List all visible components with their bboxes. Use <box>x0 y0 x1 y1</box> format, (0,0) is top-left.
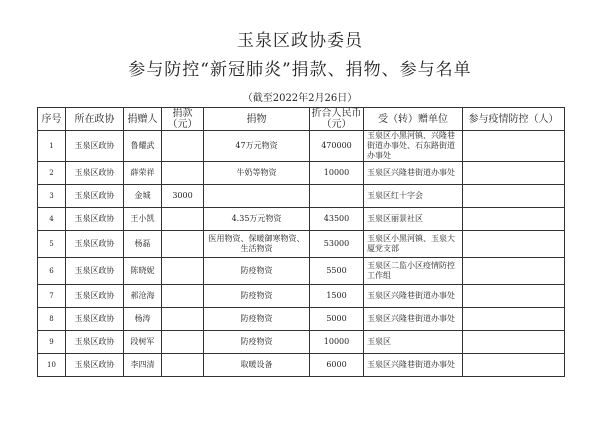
cell-participation <box>463 308 565 331</box>
cell-donor: 杨磊 <box>124 231 162 258</box>
cell-org: 玉泉区政协 <box>66 162 124 185</box>
cell-seq: 1 <box>38 131 66 162</box>
cell-participation <box>463 285 565 308</box>
cell-rmb: 1500 <box>310 285 364 308</box>
cell-goods: 防疫物资 <box>204 285 310 308</box>
table-row <box>38 208 565 231</box>
cell-seq: 4 <box>38 208 66 231</box>
cell-org: 玉泉区政协 <box>66 208 124 231</box>
cell-org: 玉泉区政协 <box>66 308 124 331</box>
cell-money <box>162 208 204 231</box>
cell-money <box>162 231 204 258</box>
cell-rmb: 10000 <box>310 162 364 185</box>
cell-participation <box>463 354 565 377</box>
header-seq: 序号 <box>38 108 66 131</box>
cell-donor: 薛荣祥 <box>124 162 162 185</box>
cell-donor: 金城 <box>124 185 162 208</box>
cell-seq: 6 <box>38 258 66 285</box>
cell-recipient: 玉泉区 <box>364 331 463 354</box>
cell-goods: 防疫物资 <box>204 258 310 285</box>
cell-seq: 2 <box>38 162 66 185</box>
cell-goods: 4.35万元物资 <box>204 208 310 231</box>
cell-goods: 防疫物资 <box>204 331 310 354</box>
cell-seq: 8 <box>38 308 66 331</box>
cell-money <box>162 258 204 285</box>
cell-money <box>162 354 204 377</box>
cell-rmb: 10000 <box>310 331 364 354</box>
cell-rmb: 53000 <box>310 231 364 258</box>
table-row <box>38 231 565 258</box>
cell-org: 玉泉区政协 <box>66 231 124 258</box>
cell-participation <box>463 185 565 208</box>
cell-money <box>162 331 204 354</box>
cell-money <box>162 131 204 162</box>
cell-recipient: 玉泉区小黑河镇、兴隆巷街道办事处、石东路街道办事处 <box>364 131 463 162</box>
table-row <box>38 185 565 208</box>
cell-participation <box>463 208 565 231</box>
cell-money <box>162 308 204 331</box>
cell-donor: 鲁耀武 <box>124 131 162 162</box>
cell-goods: 47万元物资 <box>204 131 310 162</box>
table-header-row <box>38 108 565 131</box>
cell-seq: 10 <box>38 354 66 377</box>
cell-rmb <box>310 185 364 208</box>
table-row <box>38 258 565 285</box>
cell-goods: 取暖设备 <box>204 354 310 377</box>
cell-seq: 9 <box>38 331 66 354</box>
cell-org: 玉泉区政协 <box>66 258 124 285</box>
header-donor: 捐赠人 <box>124 108 162 131</box>
header-goods: 捐物 <box>204 108 310 131</box>
cell-participation <box>463 258 565 285</box>
header-participation: 参与疫情防控（人） <box>463 108 565 131</box>
cell-money <box>162 162 204 185</box>
cell-donor: 杨涛 <box>124 308 162 331</box>
cell-recipient: 玉泉区二监小区疫情防控工作组 <box>364 258 463 285</box>
cell-org: 玉泉区政协 <box>66 185 124 208</box>
cell-donor: 段树军 <box>124 331 162 354</box>
header-recipient: 受（转）赠单位 <box>364 108 463 131</box>
cell-recipient: 玉泉区小黑河镇、玉泉大厦党支部 <box>364 231 463 258</box>
cell-seq: 5 <box>38 231 66 258</box>
title-line-2: 参与防控“新冠肺炎”捐款、捐物、参与名单 <box>128 60 472 80</box>
cell-org: 玉泉区政协 <box>66 131 124 162</box>
cell-rmb: 6000 <box>310 354 364 377</box>
cell-recipient: 玉泉区丽景社区 <box>364 208 463 231</box>
cell-seq: 7 <box>38 285 66 308</box>
table-row <box>38 331 565 354</box>
cell-participation <box>463 231 565 258</box>
cell-participation <box>463 331 565 354</box>
cell-org: 玉泉区政协 <box>66 354 124 377</box>
cell-recipient: 玉泉区兴隆巷街道办事处 <box>364 162 463 185</box>
cell-rmb: 470000 <box>310 131 364 162</box>
cell-org: 玉泉区政协 <box>66 285 124 308</box>
cell-seq: 3 <box>38 185 66 208</box>
title-line-1: 玉泉区政协委员 <box>237 31 363 51</box>
cell-money: 3000 <box>162 185 204 208</box>
cell-rmb: 5500 <box>310 258 364 285</box>
cell-recipient: 玉泉区红十字会 <box>364 185 463 208</box>
cell-org: 玉泉区政协 <box>66 331 124 354</box>
cell-goods: 牛奶等物资 <box>204 162 310 185</box>
cell-goods: 医用物资、保暖御寒物资、生活物资 <box>204 231 310 258</box>
table-row <box>38 308 565 331</box>
date-note: （截至2022年2月26日） <box>242 93 358 104</box>
table-row <box>38 285 565 308</box>
table-row <box>38 354 565 377</box>
donation-table <box>37 107 565 377</box>
header-org: 所在政协 <box>66 108 124 131</box>
cell-recipient: 玉泉区兴隆巷街道办事处 <box>364 354 463 377</box>
cell-rmb: 43500 <box>310 208 364 231</box>
cell-donor: 王小凯 <box>124 208 162 231</box>
cell-donor: 陈晓妮 <box>124 258 162 285</box>
table-row <box>38 162 565 185</box>
cell-goods: 防疫物资 <box>204 308 310 331</box>
cell-recipient: 玉泉区兴隆巷街道办事处 <box>364 308 463 331</box>
header-rmb: 折合人民币（元） <box>311 108 362 130</box>
cell-participation <box>463 162 565 185</box>
cell-donor: 郝沧海 <box>124 285 162 308</box>
cell-rmb: 5000 <box>310 308 364 331</box>
table-row <box>38 131 565 162</box>
cell-participation <box>463 131 565 162</box>
cell-donor: 李四清 <box>124 354 162 377</box>
cell-money <box>162 285 204 308</box>
header-money: 捐款（元） <box>162 108 204 131</box>
cell-goods <box>204 185 310 208</box>
cell-recipient: 玉泉区兴隆巷街道办事处 <box>364 285 463 308</box>
